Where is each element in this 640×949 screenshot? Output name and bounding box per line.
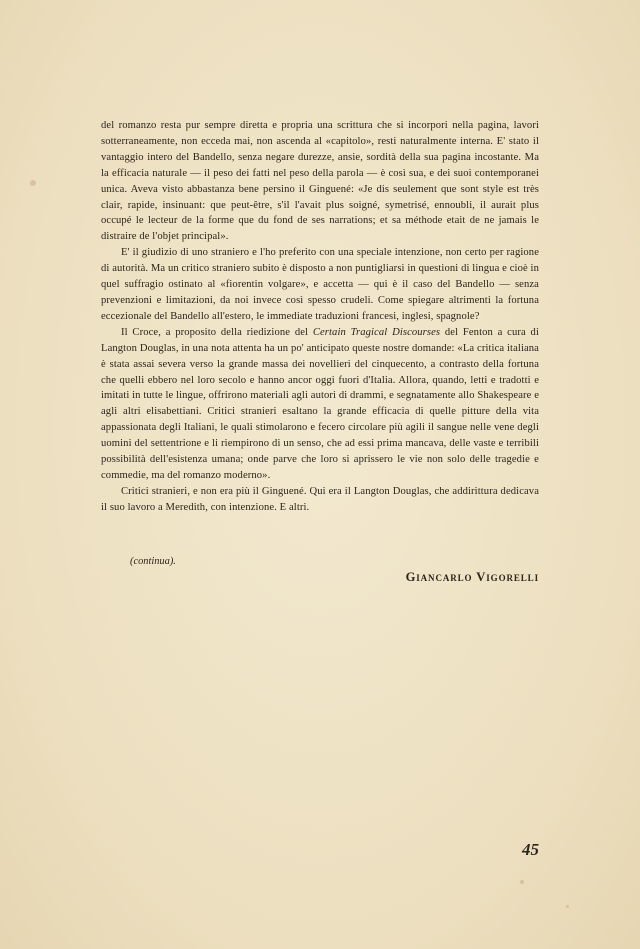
paragraph: Critici stranieri, e non era più il Ginguené. Qui era il Langton Douglas, che addirittura dedicava il suo lavoro a Meredith, con intenzione. E altri. <box>101 485 539 513</box>
paper-stain <box>30 180 36 186</box>
paper-stain <box>566 905 569 908</box>
paper-stain <box>520 880 524 884</box>
paragraph: del romanzo resta pur sempre diretta e propria una scrittura che si incorpori nella pagina, lavori sotterraneamente, non ecceda mai, non ascenda al «capitolo», resti naturalmente interna. E' stato il vantaggio intero del Bandello, senza negare durezze, ansie, sordità della sua pagina incostante. Ma la efficacia naturale — il peso dei fatti nel peso della parola — è così sua, e dei suoi contemporanei unica. Aveva visto abbastanza bene persino il Ginguené: «Je dis seulement que sont style est très clair, rapide, insinuant: que peut-être, s'il l'avait plus soigné, symetrisé, ennoubli, il aurait plus occupé le lecteur de la forme que du fond de ses narrations; et sa méthode etait de ne jamais le distraire de l'objet principal». <box>101 120 539 243</box>
page-number: 45 <box>522 840 539 859</box>
paragraph: E' il giudizio di uno straniero e l'ho preferito con una speciale intenzione, non certo per ragione di autorità. Ma un critico straniero subito è disposto a non puntigliarsi in questioni di lingua e cioè in quel suffragio ostinato al «fiorentin volgare», e accetta — qui è il caso del Bandello — senza prevenzioni e limitazioni, da noi invece così spesso crudeli. Come spiegare altrimenti la fortuna eccezionale del Bandello all'estero, le immediate traduzioni francesi, inglesi, spagnole? <box>101 247 539 322</box>
author-signature: Giancarlo Vigorelli <box>405 570 539 584</box>
book-title: Certain Tragical Discourses <box>312 326 441 338</box>
article-body <box>101 118 539 516</box>
continued-note: (continua). <box>130 556 176 567</box>
paragraph: Il Croce, a proposito della riedizione del Certain Tragical Discourses del Fenton a cura di Langton Douglas, in una nota attenta ha un po' anticipato queste nostre domande: «La critica italiana è stata assai severa verso la grande massa dei novellieri del cinquecento, a contrasto della fortuna che quelli ebbero nel loro secolo e hanno ancor oggi fuori d'Italia. Allora, quando, letti e tradotti e imitati in tutte le lingue, offrirono materiali agli autori di drammi, e segnatamente allo Shakespeare e agli altri elisabettiani. Critici stranieri esaltano la grande efficacia di quelle pitture della vita appassionata degli Italiani, le quali stimolarono e fecero circolare più agili il sangue nelle vene degli uomini del settentrione e li riempirono di un senso, che ad essi prima mancava, delle vaste e terribili possibilità dell'esistenza umana; onde parve che loro si aprissero le vie non solo delle tragedie e commedie, ma del romanzo moderno». <box>101 326 539 481</box>
